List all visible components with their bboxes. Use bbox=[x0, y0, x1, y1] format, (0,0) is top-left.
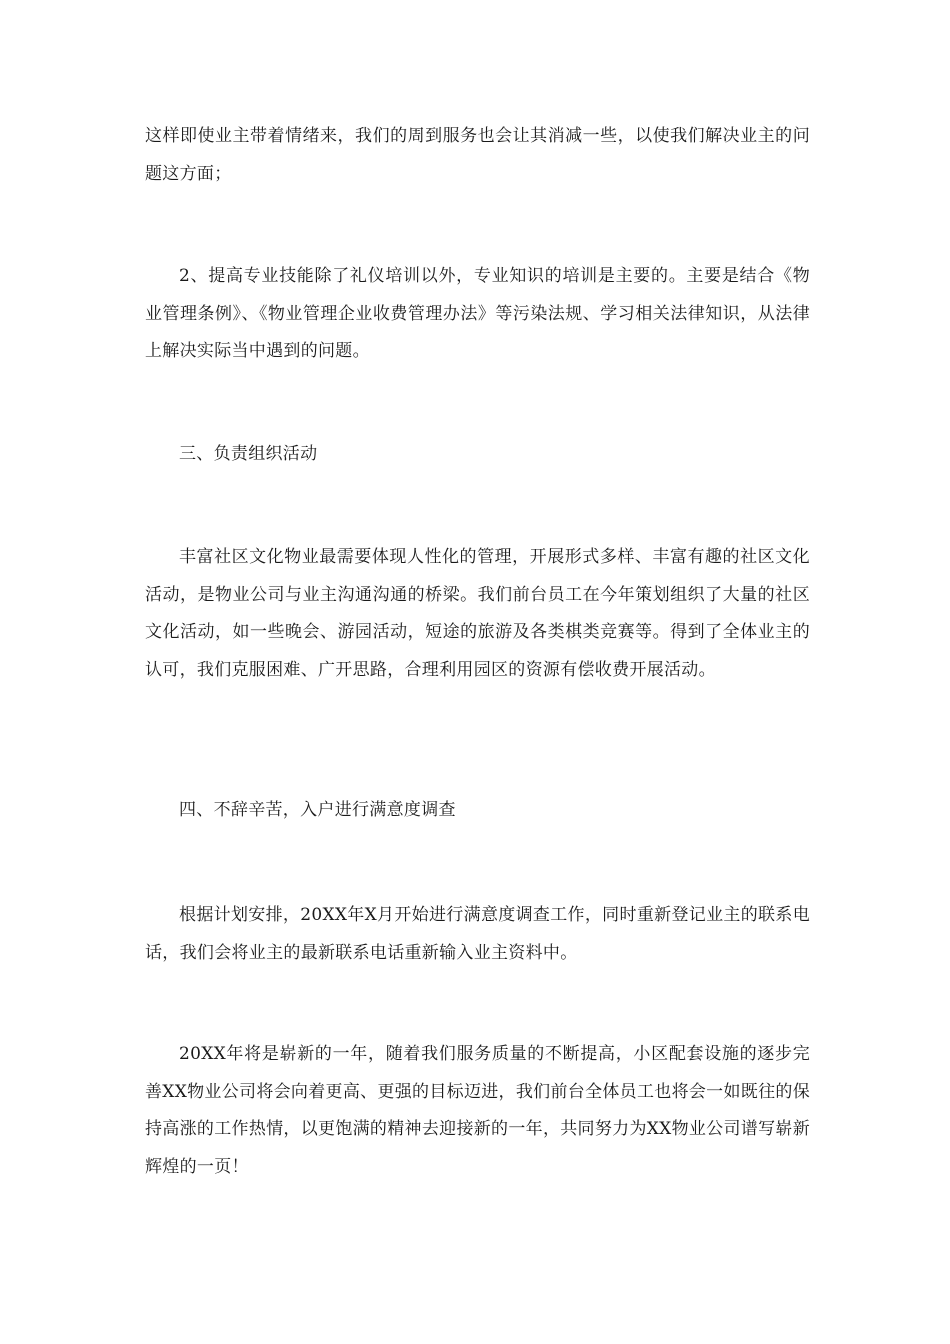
section-heading-survey: 四、不辞辛苦，入户进行满意度调查 bbox=[179, 800, 456, 820]
paragraph-continuation: 这样即使业主带着情绪来，我们的周到服务也会让其消减一些，以使我们解决业主的问题这方面； bbox=[145, 126, 810, 184]
paragraph-new-year-outlook: 20XX年将是崭新的一年，随着我们服务质量的不断提高，小区配套设施的逐步完善XX物业公司将会向着更高、更强的目标迈进，我们前台全体员工也将会一如既往的保持高涨的工作热情，以更饱满的精神去迎接新的一年，共同努力为XX物业公司谱写崭新辉煌的一页！ bbox=[145, 1044, 810, 1177]
paragraph-professional-skills: 2、提高专业技能除了礼仪培训以外，专业知识的培训是主要的。主要是结合《物业管理条例》、《物业管理企业收费管理办法》等污染法规、学习相关法律知识，从法律上解决实际当中遇到的问题。 bbox=[145, 266, 810, 361]
section-heading-activities: 三、负责组织活动 bbox=[179, 444, 318, 464]
paragraph-survey-plan: 根据计划安排，20XX年X月开始进行满意度调查工作，同时重新登记业主的联系电话，我们会将业主的最新联系电话重新输入业主资料中。 bbox=[145, 905, 810, 963]
paragraph-community-activities: 丰富社区文化物业最需要体现人性化的管理，开展形式多样、丰富有趣的社区文化活动，是物业公司与业主沟通沟通的桥梁。我们前台员工在今年策划组织了大量的社区文化活动，如一些晚会、游园活动，短途的旅游及各类棋类竞赛等。得到了全体业主的认可，我们克服困难、广开思路，合理利用园区的资源有偿收费开展活动。 bbox=[145, 547, 810, 680]
